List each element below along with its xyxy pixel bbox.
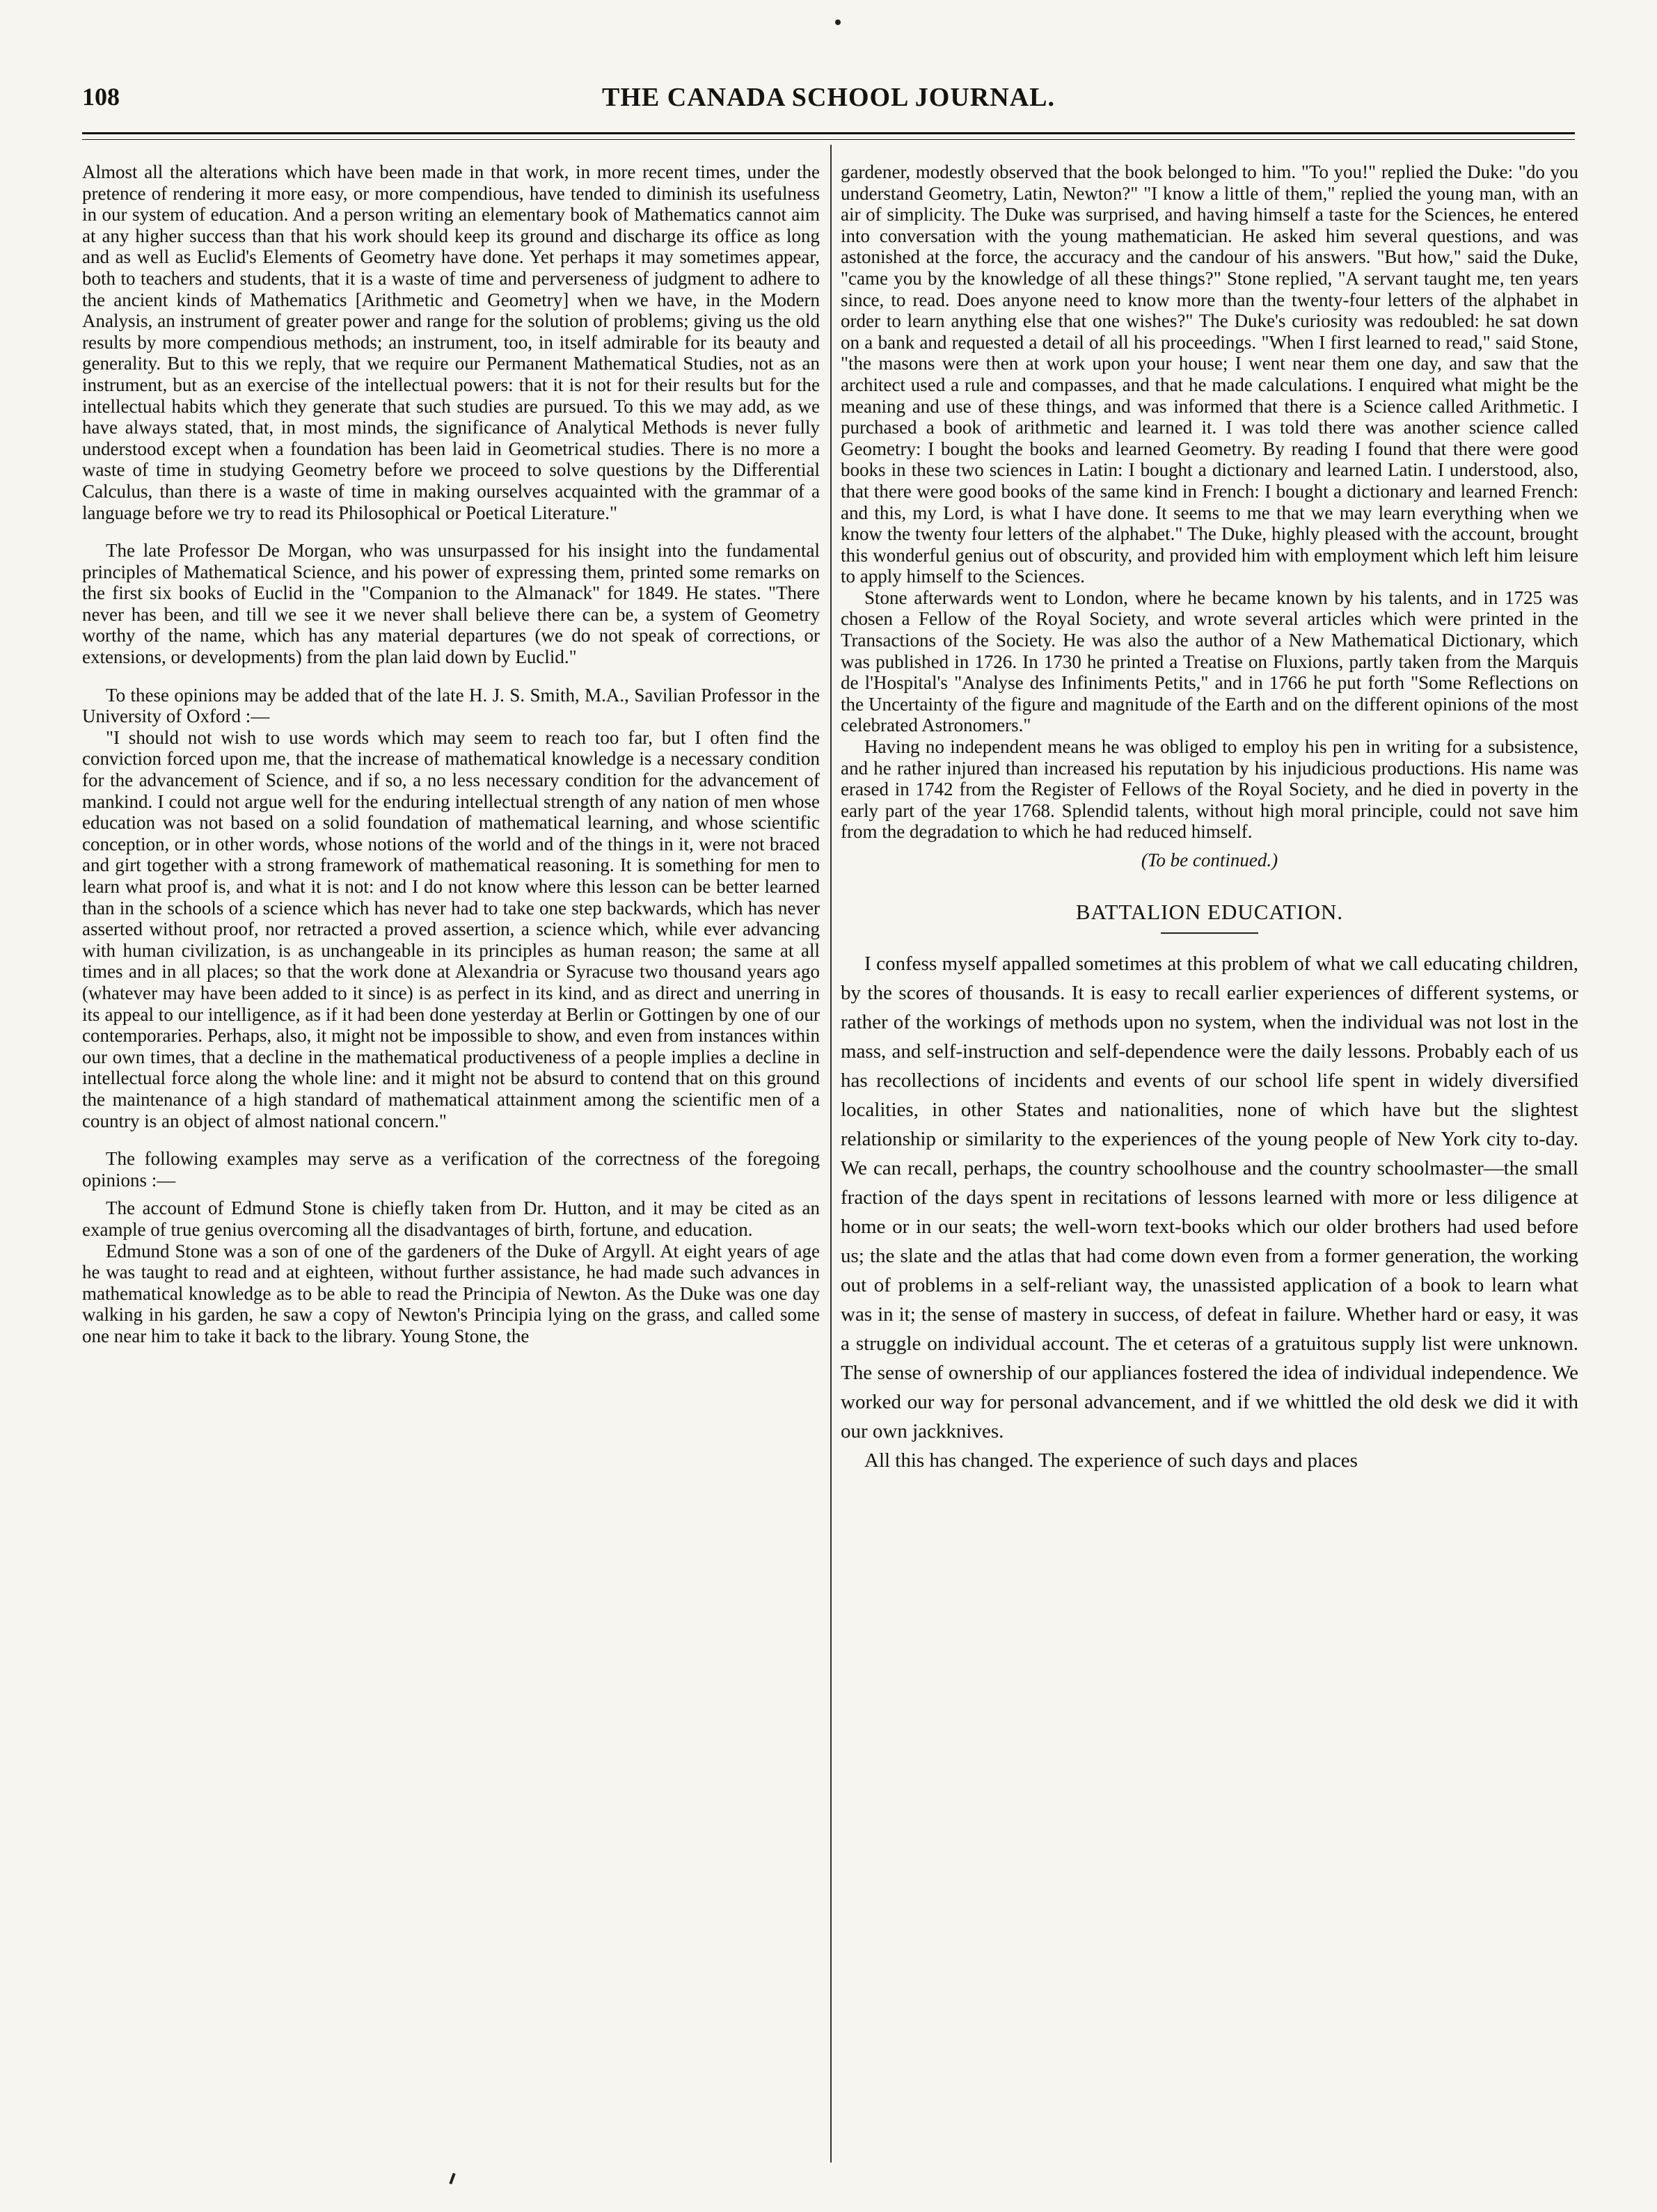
page-number: 108: [82, 83, 120, 111]
header-rule-thick: [82, 132, 1575, 134]
header-rule-thin: [82, 139, 1575, 140]
quote-text: "I should not wish to use words which may seem to reach too far, but I often find the conviction forced upon me, that the increase of mathematical knowledge is a necessary condition for the advancement of Science, and if so, a no less necessary condition for the advancement of mankind. I could not argue well for the enduring intellectual strength of any nation of men whose education was not based on a solid foundation of mathematical learning, and whose scientific conception, or in other words, whose notions of the world and of the things in it, were not braced and girt together with a strong framework of mathematical reasoning. It is something for men to learn what proof is, and what it is not: and I do not know where this lesson can be better learned than in the schools of a science which has never had to take one step backwards, which has never asserted without proof, nor retracted a proved assertion, a science which, while ever advancing with human civilization, is as unchangeable in its principles as human reason; the same at all times and in all places; so that the work done at Alexandria or Syracuse two thousand years ago (whatever may have been added to it since) is as perfect in its kind, and as direct and unerring in its appeal to our intelligence, as if it had been done yesterday at Berlin or Gottingen by one of our contemporaries. Perhaps, also, it might not be impossible to show, and even from instances within our own times, that a decline in the mathematical productiveness of a people implies a decline in intellectual force along the whole line: and it might not be absurd to contend that on this ground the maintenance of a high standard of mathematical attainment among the scientific men of a country is an object of almost national concern.": [82, 726, 820, 1131]
section-rule: [1161, 932, 1258, 934]
print-speck: [449, 2173, 455, 2184]
paragraph: The following examples may serve as a verification of the correctness of the foregoing opinions :—: [82, 1148, 820, 1191]
section-title: BATTALION EDUCATION.: [1075, 899, 1344, 924]
paragraph: To these opinions may be added that of the late H. J. S. Smith, M.A., Savilian Professor in the University of Oxford :—: [82, 684, 820, 727]
paragraph: All this has changed. The experience of such days and places: [864, 1449, 1358, 1472]
paragraph: I confess myself appalled sometimes at this problem of what we call educating children, by the scores of thousands. It is easy to recall earlier experiences of different systems, or rather of the workings of methods upon no system, when the individual was not lost in the mass, and self-instruction and self-dependence were the daily lessons. Probably each of us has recollections of incidents and events of our school life spent in widely diversified localities, in other States and nationalities, none of which have but the slightest relationship or similarity to the experiences of the young people of New York city to-day. We can recall, perhaps, the country schoolhouse and the country schoolmaster—the small fraction of the days spent in recitations of lessons learned with more or less diligence at home or in our seats; the well-worn text-books which our older brothers had used before us; the slate and the atlas that had come down even from a former generation, the working out of problems in a self-reliant way, the unassisted application of a book to learn what was in it; the sense of mastery in success, of defeat in failure. Whether hard or easy, it was a struggle on individual account. The et ceteras of a gratuitous supply list were unknown. The sense of ownership of our appliances fostered the idea of individual independence. We worked our way for personal advancement, and if we whittled the old desk we did it with our own jackknives.: [841, 953, 1578, 1443]
continued-note: (To be continued.): [1141, 850, 1278, 870]
block-quote: [82, 727, 820, 1131]
column-divider: [830, 145, 832, 2163]
paragraph: Almost all the alterations which have been made in that work, in more recent times, under the pretence of rendering it more easy, or more compendious, have tended to diminish its usefulness in our system of education. And a person writing an elementary book of Mathematics cannot aim at any higher success than that his work should keep its ground and discharge its office as long and as well as Euclid's Elements of Geometry have done. Yet perhaps it may sometimes appear, both to teachers and students, that it is a waste of time and perverseness of judgment to adhere to the ancient kinds of Mathematics [Arithmetic and Geometry] when we have, in the Modern Analysis, an instrument of greater power and range for the solution of problems; giving us the old results by more compendious methods; an instrument, too, in itself admirable for its beauty and generality. But to this we reply, that we require our Permanent Mathematical Studies, not as an instrument, but as an exercise of the intellectual powers: that it is not for their results but for the intellectual habits which they generate that such studies are pursued. To this we may add, as we have always stated, that, in most minds, the significance of Analytical Methods is never fully understood except when a foundation has been laid in Geometrical studies. There is no more a waste of time in studying Geometry before we proceed to solve questions by the Differential Calculus, than there is a waste of time in making ourselves acquainted with the grammar of a language before we try to read its Philosophical or Poetical Literature.": [82, 161, 820, 523]
paragraph: The account of Edmund Stone is chiefly taken from Dr. Hutton, and it may be cited as an example of true genius overcoming all the disadvantages of birth, fortune, and education.: [82, 1197, 820, 1240]
paragraph: The late Professor De Morgan, who was unsurpassed for his insight into the fundamental principles of Mathematical Science, and his power of expressing them, printed some remarks on the first six books of Euclid in the "Companion to the Almanack" for 1849. He states. "There never has been, and till we see it we never shall believe there can be, a system of Geometry worthy of the name, which has any material departures (we do not speak of corrections, or extensions, or developments) from the plan laid down by Euclid.": [82, 540, 820, 668]
page-header: [82, 82, 1575, 124]
paragraph: gardener, modestly observed that the book belonged to him. "To you!" replied the Duke: "do you understand Geometry, Latin, Newton?" "I know a little of them," replied the young man, with an air of simplicity. The Duke was surprised, and having himself a taste for the Sciences, he entered into conversation with the young mathematician. He asked him several questions, and was astonished at the force, the accuracy and the candour of his answers. "But how," said the Duke, "came you by the knowledge of all these things?" Stone replied, "A servant taught me, ten years since, to read. Does anyone need to know more than the twenty-four letters of the alphabet in order to learn anything else that one wishes?" The Duke's curiosity was redoubled: he sat down on a bank and requested a detail of all his proceedings. "When I first learned to read," said Stone, "the masons were then at work upon your house; I went near them one day, and saw that the architect used a rule and compasses, and that he made calculations. I enquired what might be the meaning and use of these things, and was informed that there is a Science called Arithmetic. I purchased a book of arithmetic and learned it. I was told there was another science called Geometry: I bought the books and learned Geometry. By reading I found that there were good books in these two sciences in Latin: I bought a dictionary and learned Latin. I understood, also, that there were good books of the same kind in French: I bought a dictionary and learned French: and this, my Lord, is what I have done. It seems to me that we may learn everything when we know the twenty four letters of the alphabet." The Duke, highly pleased with the account, brought this wonderful genius out of obscurity, and provided him with employment which left him leisure to apply himself to the Sciences.: [841, 161, 1578, 587]
paragraph: Stone afterwards went to London, where he became known by his talents, and in 1725 was chosen a Fellow of the Royal Society, and wrote several articles which were printed in the Transactions of the Society. He was also the author of a New Mathematical Dictionary, which was published in 1726. In 1730 he printed a Treatise on Fluxions, partly taken from the Marquis de l'Hospital's "Analyse des Infiniments Petits," and in 1766 he put forth "Some Reflections on the Uncertainty of the figure and magnitude of the Earth and on the different opinions of the most celebrated Astronomers.": [841, 587, 1578, 736]
right-column: [841, 161, 1578, 1475]
print-speck: [835, 19, 841, 25]
paragraph: Edmund Stone was a son of one of the gardeners of the Duke of Argyll. At eight years of age he was taught to read and at eighteen, without further assistance, he had made such advances in mathematical knowledge as to be able to read the Principia of Newton. As the Duke was one day walking in his garden, he saw a copy of Newton's Principia lying on the grass, and called some one near him to take it back to the library. Young Stone, the: [82, 1240, 820, 1346]
left-column: [82, 161, 820, 1346]
battalion-article: [841, 949, 1578, 1475]
paragraph: Having no independent means he was obliged to employ his pen in writing for a subsistence, and he rather injured than increased his reputation by his injudicious productions. His name was erased in 1742 from the Register of Fellows of the Royal Society, and he died in poverty in the early part of the year 1768. Splendid talents, without high moral principle, could not save him from the degradation to which he had reduced himself.: [841, 736, 1578, 843]
journal-title: THE CANADA SCHOOL JOURNAL.: [602, 83, 1055, 112]
